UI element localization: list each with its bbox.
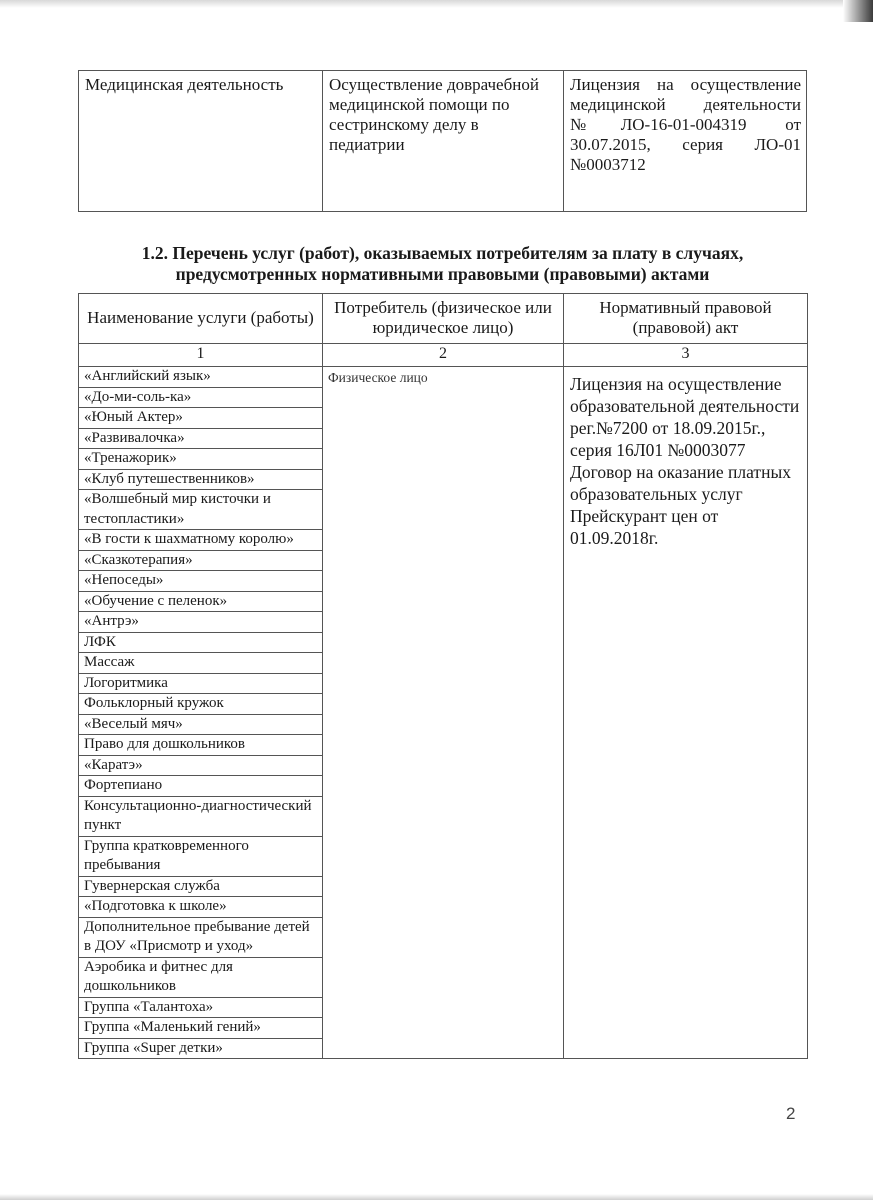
service-name: Логоритмика [79,673,323,694]
service-name: Гувернерская служба [79,876,323,897]
service-name: Массаж [79,653,323,674]
header-consumer: Потребитель (физическое или юридическое лицо) [323,294,564,344]
normative-acts-text: Лицензия на осуществление образовательной деятельности рег.№7200 от 18.09.2015г., серия 16Л01 №0003077 Договор на оказание платных образовательных услуг Прейскурант цен от 01.09.2018г. [570,374,800,548]
normative-acts-cell [564,367,808,1059]
service-name: Фольклорный кружок [79,694,323,715]
column-number-1: 1 [79,344,323,367]
section-heading-line-2: предусмотренных нормативными правовыми (правовыми) актами [175,264,710,284]
paid-services-table [78,293,808,1059]
scan-edge-bottom [0,1194,873,1200]
service-name: «Волшебный мир кисточки и тестопластики» [79,490,323,530]
column-number-2: 2 [323,344,564,367]
activity-license-cell: Лицензия на осуществление медицинской деятельности №ЛО-16-01-004319 от 30.07.2015, серия ЛО-01 №0003712 [564,71,807,212]
service-name: «Клуб путешественников» [79,469,323,490]
service-name: «До-ми-соль-ка» [79,387,323,408]
service-name: «Антрэ» [79,612,323,633]
column-number-3: 3 [564,344,808,367]
service-name: «В гости к шахматному королю» [79,530,323,551]
activity-description-cell: Осуществление доврачебной медицинской помощи по сестринскому делу в педиатрии [323,71,564,212]
header-normative-act: Нормативный правовой (правовой) акт [564,294,808,344]
medical-activity-table [78,70,807,212]
service-name: «Тренажорик» [79,449,323,470]
page-number: 2 [786,1104,796,1123]
consumer-cell: Физическое лицо [323,367,564,1059]
service-name: Группа кратковременного пребывания [79,836,323,876]
service-name: ЛФК [79,632,323,653]
service-name: «Развивалочка» [79,428,323,449]
scan-edge-top [0,0,873,8]
service-name: Группа «Талантоха» [79,997,323,1018]
service-name: «Подготовка к школе» [79,897,323,918]
section-heading [78,243,807,285]
header-service-name: Наименование услуги (работы) [79,294,323,344]
service-name: Группа «Маленький гений» [79,1018,323,1039]
service-name: «Английский язык» [79,367,323,388]
activity-cell: Медицинская деятельность [79,71,323,212]
service-name: Консультационно-диагностический пункт [79,796,323,836]
scan-edge-corner [843,0,873,22]
service-name: «Непоседы» [79,571,323,592]
service-name: Право для дошкольников [79,735,323,756]
service-name: «Сказкотерапия» [79,550,323,571]
service-name: «Обучение с пеленок» [79,591,323,612]
medical-activity-row [79,71,807,212]
service-name: Аэробика и фитнес для дошкольников [79,957,323,997]
service-name: Фортепиано [79,776,323,797]
table-header-row [79,294,808,344]
section-heading-line-1: 1.2. Перечень услуг (работ), оказываемых потребителям за плату в случаях, [141,243,744,263]
service-name: «Каратэ» [79,755,323,776]
service-name: Дополнительное пребывание детей в ДОУ «Присмотр и уход» [79,917,323,957]
service-name: «Юный Актер» [79,408,323,429]
column-number-row [79,344,808,367]
table-row [79,367,808,388]
service-name: Группа «Super детки» [79,1038,323,1059]
service-name: «Веселый мяч» [79,714,323,735]
